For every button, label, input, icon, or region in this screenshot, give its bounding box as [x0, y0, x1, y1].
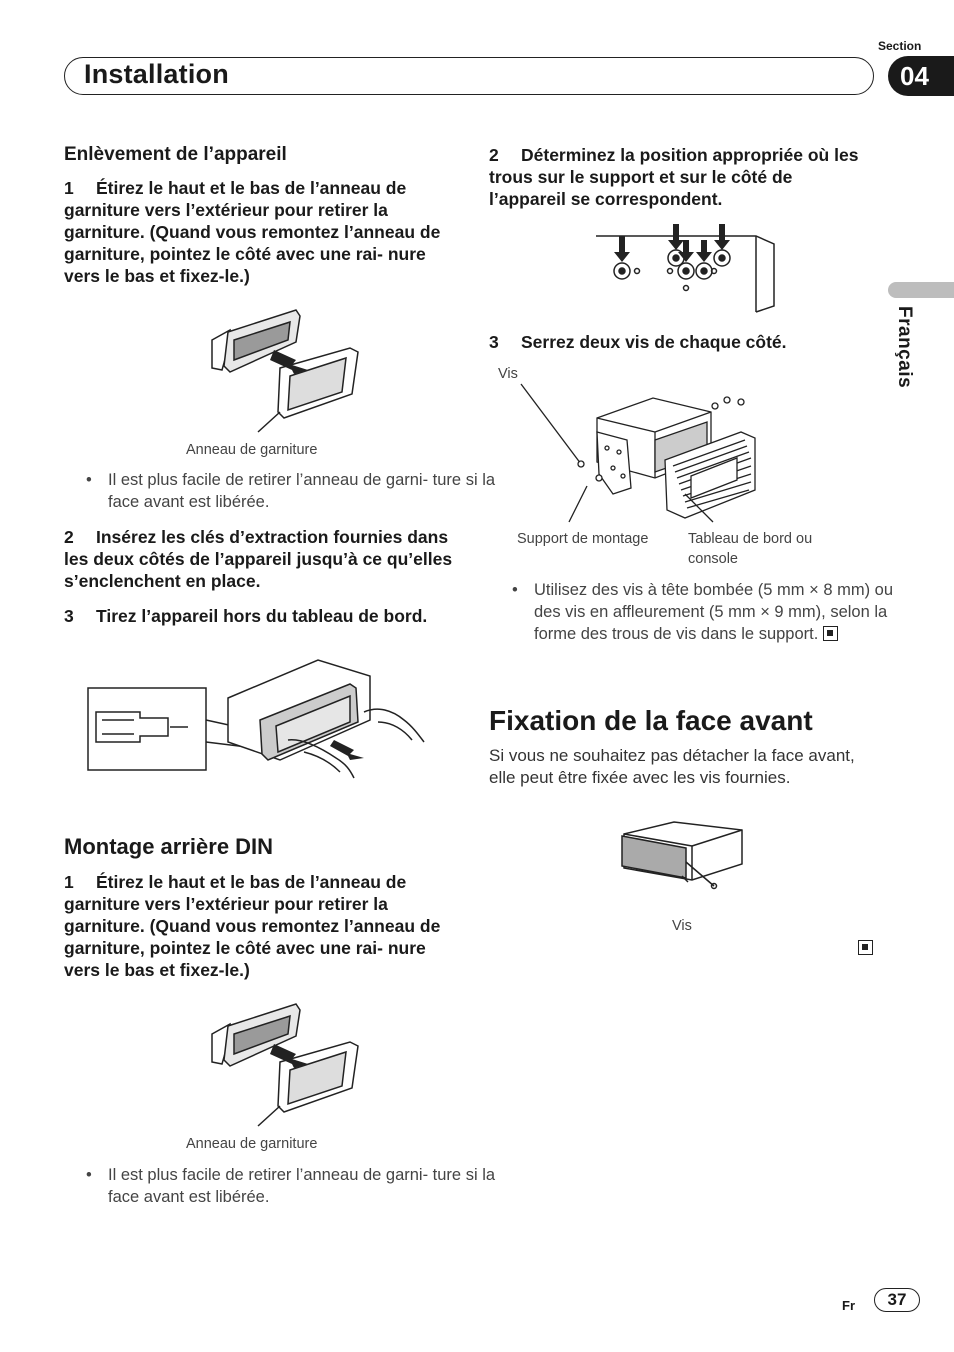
front-vis-caption: Vis: [672, 918, 692, 934]
din-step-1: [64, 871, 454, 981]
step-number: 2: [489, 145, 499, 165]
step-number: 1: [64, 872, 74, 892]
end-mark-icon: [858, 940, 873, 955]
vis-label: Vis: [498, 366, 518, 382]
support-label: Support de montage: [517, 531, 649, 547]
front-face-figure: [618, 822, 748, 922]
language-label: Français: [894, 306, 915, 389]
step-text: Serrez deux vis de chaque côté.: [521, 332, 787, 352]
step-text: Déterminez la position appropriée où les trous sur le support et sur le côté de l’appareil se correspondent.: [489, 145, 859, 209]
fixation-body: Si vous ne souhaitez pas détacher la face avant, elle peut être fixée avec les vis fournies.: [489, 746, 855, 787]
bullet-dot: •: [86, 1166, 92, 1184]
step-text: Étirez le haut et le bas de l’anneau de garniture vers l’extérieur pour retirer la garniture. (Quand vous remontez l’anneau de garniture, pointez le côté avec une rai- nure vers le bas et fixez-le.): [64, 178, 441, 286]
bullet-text: Il est plus facile de retirer l’anneau de garni- ture si la face avant est libérée.: [108, 1166, 496, 1206]
fixation-heading: Fixation de la face avant: [489, 705, 813, 736]
extraction-figure: [88, 660, 438, 795]
section-number-badge: 04: [888, 56, 954, 96]
step-number: 3: [489, 332, 499, 352]
step-text: Étirez le haut et le bas de l’anneau de garniture vers l’extérieur pour retirer la garniture. (Quand vous remontez l’anneau de garniture, pointez le côté avec une rai- nure vers le bas et fixez-le.): [64, 872, 441, 980]
footer-lang: Fr: [842, 1298, 855, 1313]
language-tab: [888, 282, 954, 298]
bullet-dot: •: [86, 471, 92, 489]
removal-bullet: [64, 469, 498, 513]
bullet-dot: •: [512, 581, 518, 599]
right-step-2: [489, 144, 869, 210]
step-text: Insérez les clés d’extraction fournies dans les deux côtés de l’appareil jusqu’à ce qu’elles s’enclenchent en place.: [64, 527, 453, 591]
mounting-figure: [515, 380, 765, 526]
end-mark-icon-2: [858, 940, 873, 958]
page-number: 37: [874, 1288, 920, 1312]
bullet-text: Il est plus facile de retirer l’anneau de garni- ture si la face avant est libérée.: [108, 471, 496, 511]
trim-ring-caption: Anneau de garniture: [186, 442, 318, 458]
bullet-text: Utilisez des vis à tête bombée (5 mm × 8 mm) ou des vis en affleurement (5 mm × 9 mm), selon la forme des trous de vis dans le support.: [534, 581, 894, 643]
section-label: Section: [878, 39, 922, 53]
page-title: Installation: [84, 59, 229, 89]
step-number: 2: [64, 527, 74, 547]
din-bullet: [64, 1164, 498, 1208]
din-trim-ring-caption: Anneau de garniture: [186, 1136, 318, 1152]
din-heading: Montage arrière DIN: [64, 834, 274, 859]
step-number: 3: [64, 606, 74, 626]
step-text: Tirez l’appareil hors du tableau de bord.: [96, 606, 428, 626]
removal-step-2: [64, 526, 454, 592]
tableau-label: Tableau de bord ou console: [688, 531, 813, 567]
removal-step-1: [64, 177, 454, 287]
end-mark-icon: [823, 626, 838, 641]
trim-ring-figure-2: [200, 994, 370, 1134]
screw-bullet: [490, 579, 918, 645]
bracket-holes-figure: [596, 222, 778, 312]
step-number: 1: [64, 178, 74, 198]
right-step-3: [489, 331, 869, 353]
removal-heading: Enlèvement de l’appareil: [64, 144, 287, 165]
trim-ring-figure: [200, 300, 370, 440]
removal-step-3: [64, 605, 454, 627]
